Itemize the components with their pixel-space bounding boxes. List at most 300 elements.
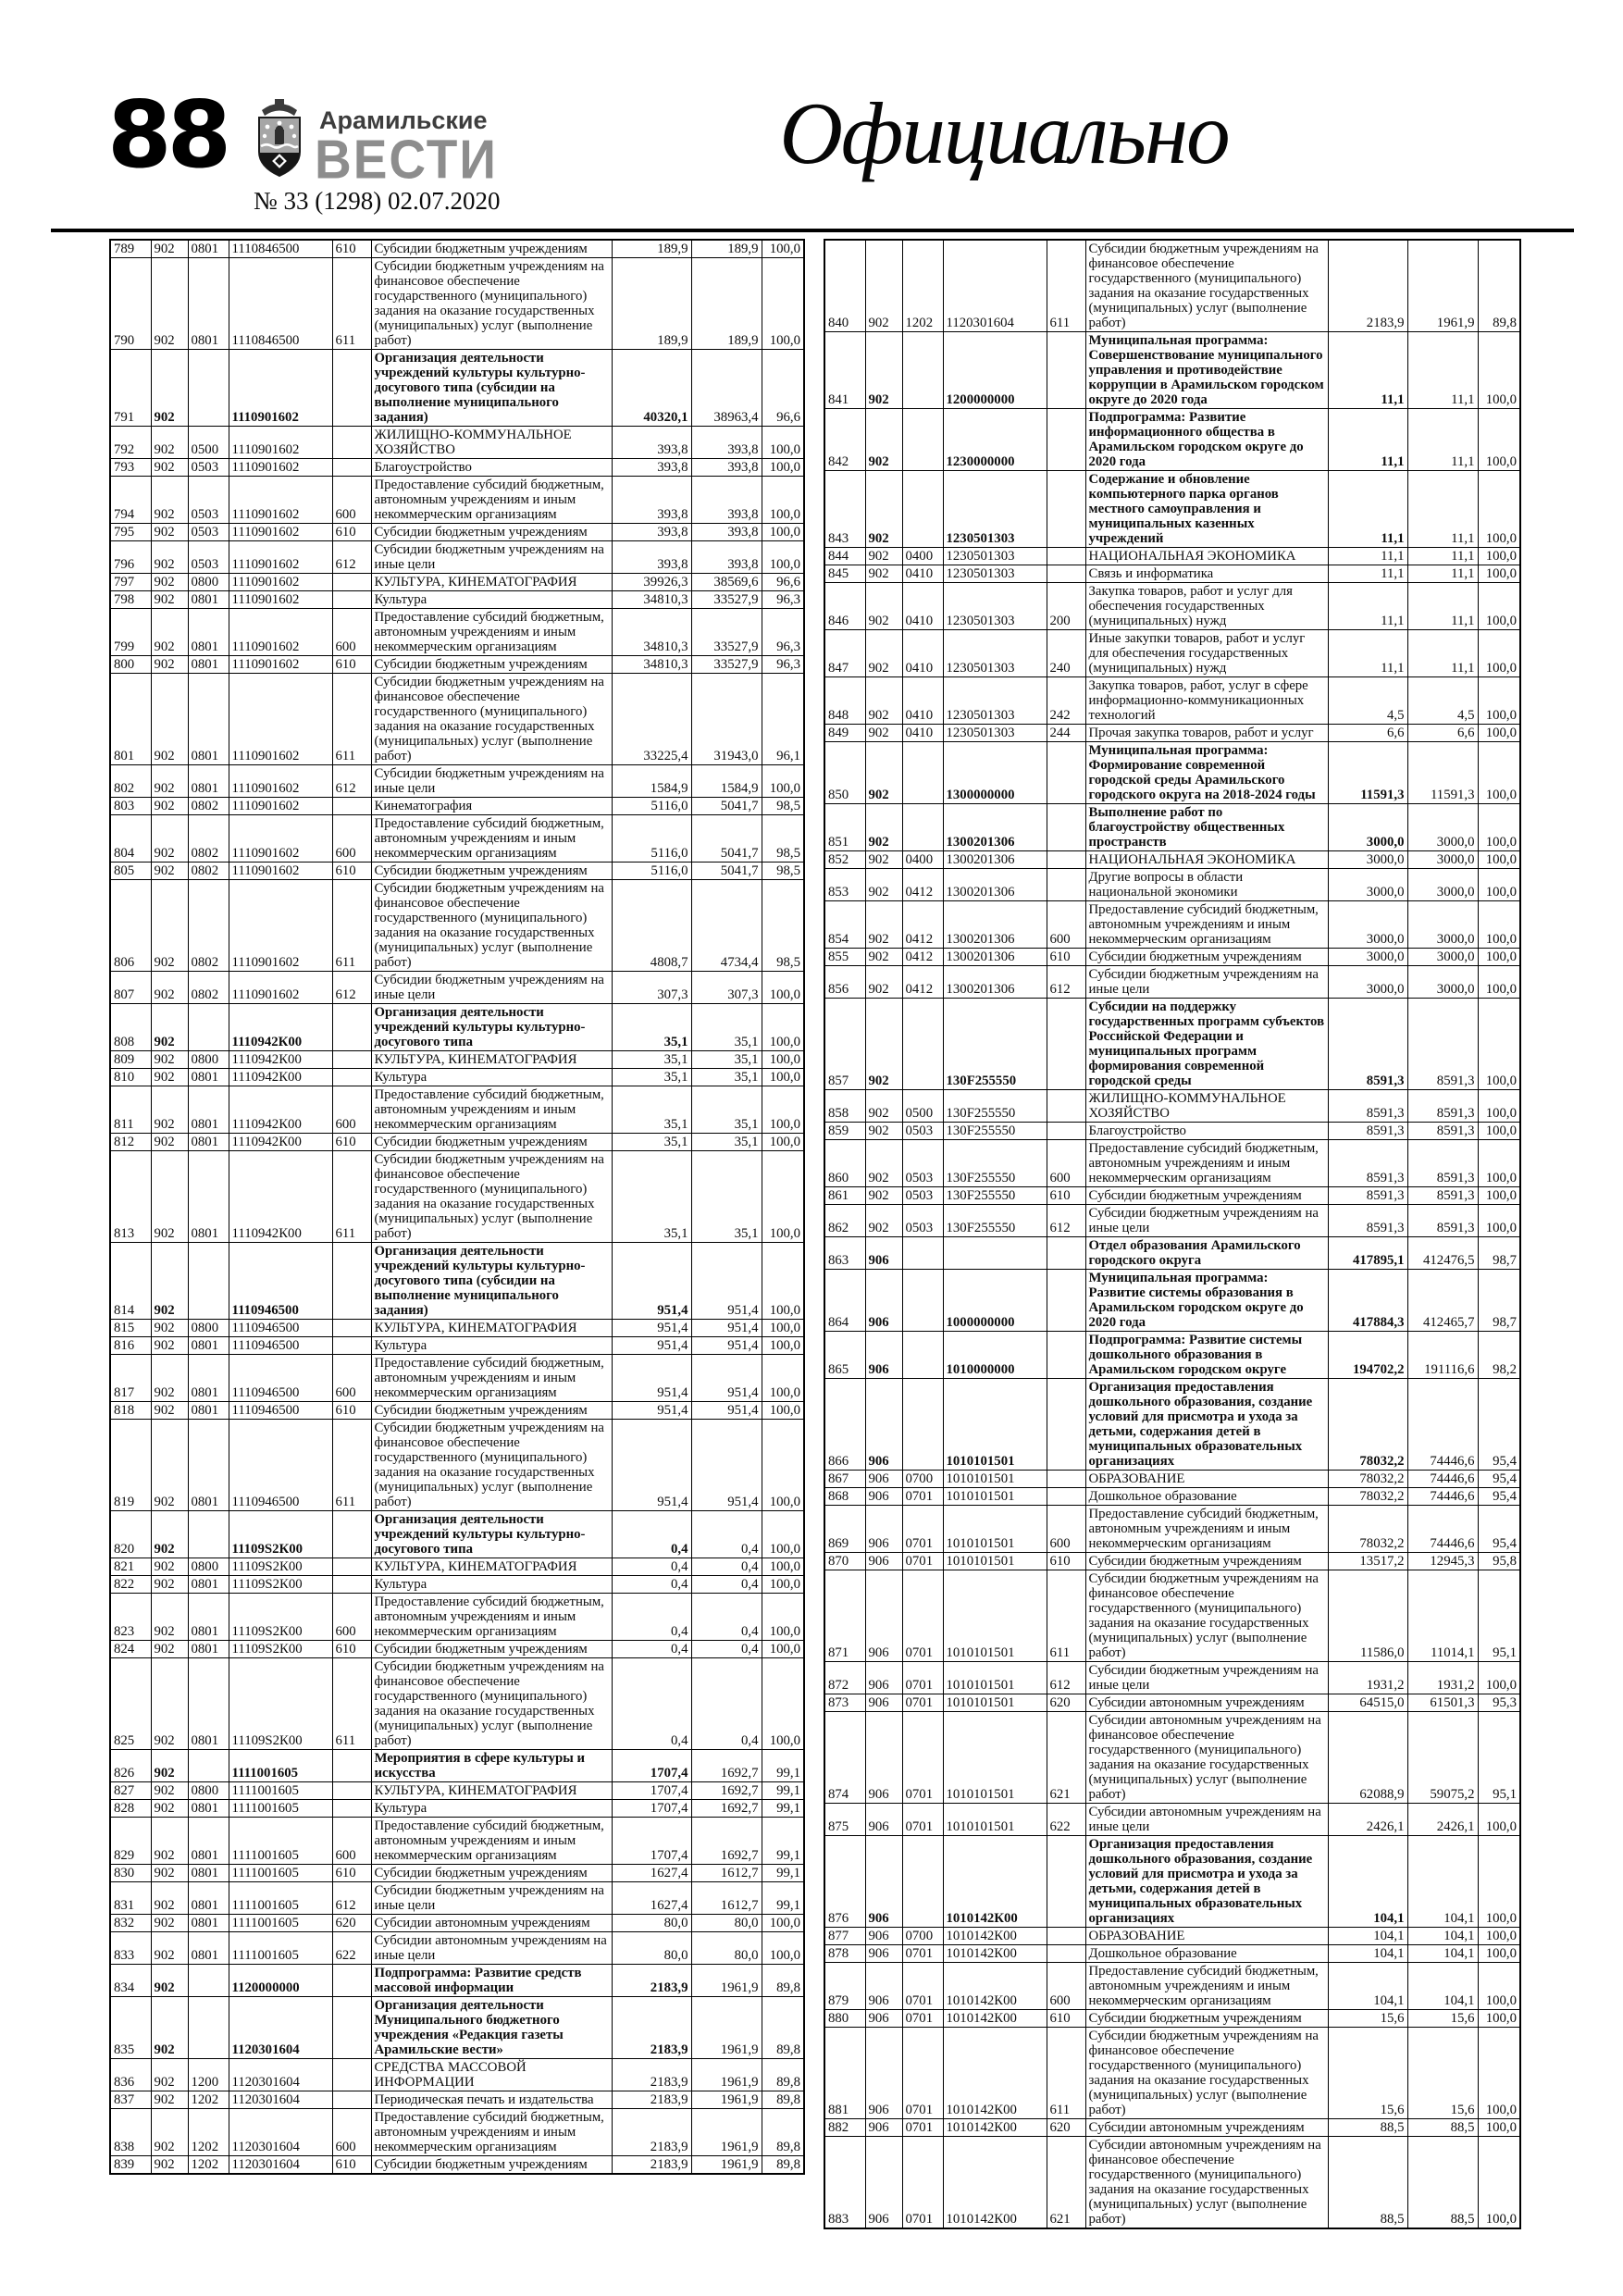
vid-raskhodov-cell: 610 [1047, 2010, 1085, 2028]
table-row [110, 1658, 804, 1750]
line-number-cell: 801 [110, 674, 151, 765]
executed-amount-cell: 8591,3 [1407, 1187, 1478, 1205]
name-cell: Субсидии бюджетным учреждениям на финансовое обеспечение государственного (муниципального) задания на оказание государственных (муниципальных) услуг (выполнение работ) [1085, 2028, 1328, 2119]
razdel-cell: 0801 [188, 1658, 229, 1750]
plan-amount-cell: 11,1 [1328, 583, 1407, 630]
percent-cell: 95,4 [1478, 1379, 1520, 1471]
percent-cell: 100,0 [1478, 1662, 1520, 1694]
plan-amount-cell: 2183,9 [1328, 240, 1407, 332]
name-cell: Субсидии бюджетным учреждениям на финансовое обеспечение государственного (муниципального) задания на оказание государственных (муниципальных) услуг (выполнение работ) [371, 1151, 612, 1243]
vedomstvo-cell: 906 [865, 1379, 902, 1471]
executed-amount-cell: 6,6 [1407, 725, 1478, 742]
target-article-cell: 1110901602 [229, 674, 332, 765]
executed-amount-cell: 3000,0 [1407, 901, 1478, 949]
target-article-cell: 1010142К00 [943, 1963, 1047, 2010]
razdel-cell: 0503 [902, 1187, 943, 1205]
razdel-cell: 0701 [902, 1506, 943, 1553]
table-row [824, 949, 1520, 966]
target-article-cell: 1010101501 [943, 1662, 1047, 1694]
table-row [110, 815, 804, 863]
name-cell: КУЛЬТУРА, КИНЕМАТОГРАФИЯ [371, 1558, 612, 1576]
target-article-cell: 1110901602 [229, 609, 332, 656]
razdel-cell [188, 1511, 229, 1558]
plan-amount-cell: 0,4 [612, 1558, 691, 1576]
line-number-cell: 869 [824, 1506, 865, 1553]
percent-cell: 100,0 [1478, 2010, 1520, 2028]
executed-amount-cell: 1961,9 [691, 2091, 762, 2109]
percent-cell: 100,0 [762, 477, 804, 524]
name-cell: Субсидии бюджетным учреждениям [1085, 1187, 1328, 1205]
table-row [110, 1402, 804, 1420]
plan-amount-cell: 3000,0 [1328, 966, 1407, 999]
vedomstvo-cell: 902 [151, 609, 188, 656]
line-number-cell: 878 [824, 1945, 865, 1963]
line-number-cell: 824 [110, 1641, 151, 1658]
vedomstvo-cell: 902 [151, 1402, 188, 1420]
percent-cell: 89,8 [762, 2109, 804, 2156]
razdel-cell: 0410 [902, 583, 943, 630]
vedomstvo-cell: 906 [865, 2137, 902, 2229]
name-cell: Предоставление субсидий бюджетным, автономным учреждениям и иным некоммерческим организациям [371, 1818, 612, 1865]
executed-amount-cell: 74446,6 [1407, 1488, 1478, 1506]
vedomstvo-cell: 902 [865, 332, 902, 409]
table-row [110, 674, 804, 765]
vid-raskhodov-cell: 612 [1047, 966, 1085, 999]
vedomstvo-cell: 906 [865, 1488, 902, 1506]
target-article-cell: 1010101501 [943, 1694, 1047, 1712]
plan-amount-cell: 8591,3 [1328, 1123, 1407, 1140]
vedomstvo-cell: 902 [865, 949, 902, 966]
vedomstvo-cell: 906 [865, 1928, 902, 1945]
executed-amount-cell: 1612,7 [691, 1882, 762, 1915]
table-row [110, 1320, 804, 1337]
name-cell: Подпрограмма: Развитие средств массовой информации [371, 1965, 612, 1997]
plan-amount-cell: 5116,0 [612, 798, 691, 815]
razdel-cell [188, 350, 229, 427]
line-number-cell: 852 [824, 851, 865, 869]
name-cell: Выполнение работ по благоустройству общественных пространств [1085, 804, 1328, 851]
executed-amount-cell: 3000,0 [1407, 966, 1478, 999]
target-article-cell: 1111001605 [229, 1782, 332, 1800]
vid-raskhodov-cell: 622 [1047, 1804, 1085, 1836]
target-article-cell: 1010000000 [943, 1332, 1047, 1379]
vedomstvo-cell: 902 [151, 477, 188, 524]
line-number-cell: 829 [110, 1818, 151, 1865]
plan-amount-cell: 33225,4 [612, 674, 691, 765]
name-cell: Субсидии автономным учреждениям на иные цели [371, 1932, 612, 1965]
razdel-cell: 0800 [188, 1782, 229, 1800]
vedomstvo-cell: 902 [151, 815, 188, 863]
line-number-cell: 820 [110, 1511, 151, 1558]
percent-cell: 100,0 [1478, 966, 1520, 999]
line-number-cell: 802 [110, 765, 151, 798]
executed-amount-cell: 11,1 [1407, 565, 1478, 583]
executed-amount-cell: 11,1 [1407, 548, 1478, 565]
name-cell: Предоставление субсидий бюджетным, автономным учреждениям и иным некоммерческим организациям [371, 815, 612, 863]
plan-amount-cell: 11,1 [1328, 565, 1407, 583]
name-cell: Дошкольное образование [1085, 1945, 1328, 1963]
table-row [110, 477, 804, 524]
plan-amount-cell: 8591,3 [1328, 1140, 1407, 1187]
percent-cell: 100,0 [762, 1337, 804, 1355]
plan-amount-cell: 3000,0 [1328, 851, 1407, 869]
target-article-cell: 1110946500 [229, 1337, 332, 1355]
table-row [824, 1945, 1520, 1963]
plan-amount-cell: 8591,3 [1328, 999, 1407, 1090]
vid-raskhodov-cell: 200 [1047, 583, 1085, 630]
table-row [110, 2091, 804, 2109]
vid-raskhodov-cell [1047, 869, 1085, 901]
table-row [824, 2010, 1520, 2028]
vid-raskhodov-cell: 610 [1047, 1187, 1085, 1205]
vid-raskhodov-cell: 611 [1047, 2028, 1085, 2119]
program-total-row [824, 471, 1520, 548]
razdel-cell: 0701 [902, 1712, 943, 1804]
vedomstvo-cell: 902 [865, 1090, 902, 1123]
table-row [110, 1882, 804, 1915]
plan-amount-cell: 8591,3 [1328, 1090, 1407, 1123]
target-article-cell: 1120301604 [229, 2156, 332, 2175]
line-number-cell: 839 [110, 2156, 151, 2175]
razdel-cell: 0701 [902, 1553, 943, 1570]
name-cell: Предоставление субсидий бюджетным, автономным учреждениям и иным некоммерческим организациям [1085, 1140, 1328, 1187]
program-total-row [824, 742, 1520, 804]
line-number-cell: 883 [824, 2137, 865, 2229]
table-row [824, 1553, 1520, 1570]
percent-cell: 100,0 [762, 1134, 804, 1151]
percent-cell: 99,1 [762, 1750, 804, 1782]
table-row [824, 548, 1520, 565]
target-article-cell: 130F255550 [943, 1187, 1047, 1205]
line-number-cell: 876 [824, 1836, 865, 1928]
table-row [110, 240, 804, 258]
table-row [824, 1804, 1520, 1836]
razdel-cell [902, 1237, 943, 1270]
plan-amount-cell: 2183,9 [612, 2091, 691, 2109]
name-cell: СРЕДСТВА МАССОВОЙ ИНФОРМАЦИИ [371, 2059, 612, 2091]
executed-amount-cell: 11014,1 [1407, 1570, 1478, 1662]
name-cell: Субсидии бюджетным учреждениям на иные цели [1085, 1662, 1328, 1694]
name-cell: Субсидии бюджетным учреждениям на иные цели [1085, 1205, 1328, 1237]
vedomstvo-cell: 902 [865, 725, 902, 742]
percent-cell: 100,0 [762, 972, 804, 1004]
target-article-cell: 1230501303 [943, 548, 1047, 565]
percent-cell: 100,0 [762, 1915, 804, 1932]
target-article-cell: 1010142К00 [943, 2010, 1047, 2028]
percent-cell: 100,0 [762, 1594, 804, 1641]
vid-raskhodov-cell: 610 [332, 240, 371, 258]
target-article-cell: 1010142К00 [943, 1928, 1047, 1945]
vedomstvo-cell: 902 [151, 1243, 188, 1320]
table-row [824, 1570, 1520, 1662]
plan-amount-cell: 1707,4 [612, 1800, 691, 1818]
name-cell: Муниципальная программа: Совершенствование муниципального управления и противодействие коррупции в Арамильском городском округе до 2020 года [1085, 332, 1328, 409]
vid-raskhodov-cell: 610 [332, 656, 371, 674]
percent-cell: 100,0 [1478, 1963, 1520, 2010]
plan-amount-cell: 104,1 [1328, 1945, 1407, 1963]
table-row [824, 565, 1520, 583]
percent-cell: 98,7 [1478, 1237, 1520, 1270]
executed-amount-cell: 104,1 [1407, 1945, 1478, 1963]
vedomstvo-cell: 902 [151, 2059, 188, 2091]
executed-amount-cell: 35,1 [691, 1134, 762, 1151]
name-cell: Субсидии бюджетным учреждениям на иные цели [371, 765, 612, 798]
executed-amount-cell: 393,8 [691, 427, 762, 459]
table-row [110, 2156, 804, 2175]
plan-amount-cell: 11586,0 [1328, 1570, 1407, 1662]
percent-cell: 100,0 [1478, 1205, 1520, 1237]
name-cell: Субсидии бюджетным учреждениям [1085, 1553, 1328, 1570]
target-article-cell: 1111001605 [229, 1932, 332, 1965]
plan-amount-cell: 35,1 [612, 1004, 691, 1051]
program-total-row [110, 1750, 804, 1782]
line-number-cell: 794 [110, 477, 151, 524]
razdel-cell: 0503 [902, 1123, 943, 1140]
line-number-cell: 819 [110, 1420, 151, 1511]
plan-amount-cell: 0,4 [612, 1594, 691, 1641]
line-number-cell: 798 [110, 591, 151, 609]
target-article-cell: 1111001605 [229, 1915, 332, 1932]
name-cell: Субсидии бюджетным учреждениям [371, 656, 612, 674]
table-row [824, 1694, 1520, 1712]
plan-amount-cell: 951,4 [612, 1320, 691, 1337]
razdel-cell: 0700 [902, 1928, 943, 1945]
vid-raskhodov-cell [1047, 1123, 1085, 1140]
table-row [824, 901, 1520, 949]
table-row [110, 1069, 804, 1086]
city-crest-icon [255, 98, 304, 180]
vid-raskhodov-cell: 620 [1047, 1694, 1085, 1712]
vedomstvo-cell: 902 [151, 972, 188, 1004]
plan-amount-cell: 2183,9 [612, 2109, 691, 2156]
plan-amount-cell: 64515,0 [1328, 1694, 1407, 1712]
table-row [110, 798, 804, 815]
percent-cell: 99,1 [762, 1882, 804, 1915]
vedomstvo-cell: 906 [865, 2028, 902, 2119]
percent-cell: 100,0 [762, 258, 804, 350]
program-total-row [110, 1243, 804, 1320]
plan-amount-cell: 11,1 [1328, 332, 1407, 409]
razdel-cell: 0500 [188, 427, 229, 459]
executed-amount-cell: 5041,7 [691, 798, 762, 815]
razdel-cell [902, 332, 943, 409]
razdel-cell: 0701 [902, 1804, 943, 1836]
line-number-cell: 821 [110, 1558, 151, 1576]
table-row [110, 1800, 804, 1818]
plan-amount-cell: 104,1 [1328, 1963, 1407, 2010]
table-row [824, 2137, 1520, 2229]
plan-amount-cell: 951,4 [612, 1355, 691, 1402]
razdel-cell: 0800 [188, 1320, 229, 1337]
razdel-cell: 0801 [188, 1915, 229, 1932]
razdel-cell: 0503 [188, 477, 229, 524]
vedomstvo-cell: 906 [865, 1332, 902, 1379]
line-number-cell: 797 [110, 574, 151, 591]
name-cell: Организация деятельности учреждений культуры культурно-досугового типа (субсидии на выполнение муниципального задания) [371, 1243, 612, 1320]
vedomstvo-cell: 906 [865, 1471, 902, 1488]
line-number-cell: 807 [110, 972, 151, 1004]
percent-cell: 100,0 [1478, 949, 1520, 966]
razdel-cell: 0410 [902, 630, 943, 677]
razdel-cell [902, 409, 943, 471]
plan-amount-cell: 2426,1 [1328, 1804, 1407, 1836]
plan-amount-cell: 951,4 [612, 1402, 691, 1420]
plan-amount-cell: 1707,4 [612, 1750, 691, 1782]
target-article-cell: 130F255550 [943, 1090, 1047, 1123]
name-cell: ЖИЛИЩНО-КОММУНАЛЬНОЕ ХОЗЯЙСТВО [371, 427, 612, 459]
vid-raskhodov-cell [332, 1243, 371, 1320]
name-cell: Кинематография [371, 798, 612, 815]
plan-amount-cell: 3000,0 [1328, 901, 1407, 949]
name-cell: ОБРАЗОВАНИЕ [1085, 1928, 1328, 1945]
name-cell: Субсидии бюджетным учреждениям на финансовое обеспечение государственного (муниципального) задания на оказание государственных (муниципальных) услуг (выполнение работ) [1085, 240, 1328, 332]
vedomstvo-cell: 902 [151, 1151, 188, 1243]
name-cell: Субсидии бюджетным учреждениям на иные цели [371, 541, 612, 574]
table-row [110, 1932, 804, 1965]
razdel-cell: 0412 [902, 901, 943, 949]
razdel-cell: 1200 [188, 2059, 229, 2091]
line-number-cell: 858 [824, 1090, 865, 1123]
line-number-cell: 789 [110, 240, 151, 258]
name-cell: Предоставление субсидий бюджетным, автономным учреждениям и иным некоммерческим организациям [371, 1086, 612, 1134]
name-cell: Предоставление субсидий бюджетным, автономным учреждениям и иным некоммерческим организациям [371, 477, 612, 524]
vedomstvo-cell: 902 [865, 471, 902, 548]
plan-amount-cell: 11,1 [1328, 409, 1407, 471]
plan-amount-cell: 1584,9 [612, 765, 691, 798]
target-article-cell: 11109S2К00 [229, 1558, 332, 1576]
executed-amount-cell: 104,1 [1407, 1928, 1478, 1945]
executed-amount-cell: 1612,7 [691, 1865, 762, 1882]
program-total-row [824, 1379, 1520, 1471]
line-number-cell: 792 [110, 427, 151, 459]
plan-amount-cell: 8591,3 [1328, 1205, 1407, 1237]
line-number-cell: 828 [110, 1800, 151, 1818]
percent-cell: 89,8 [762, 1997, 804, 2059]
target-article-cell: 1110946500 [229, 1355, 332, 1402]
percent-cell: 100,0 [762, 1511, 804, 1558]
razdel-cell: 0801 [188, 609, 229, 656]
executed-amount-cell: 104,1 [1407, 1963, 1478, 2010]
percent-cell: 100,0 [1478, 2028, 1520, 2119]
line-number-cell: 816 [110, 1337, 151, 1355]
vid-raskhodov-cell: 611 [332, 1151, 371, 1243]
vid-raskhodov-cell [1047, 471, 1085, 548]
executed-amount-cell: 393,8 [691, 459, 762, 477]
executed-amount-cell: 393,8 [691, 477, 762, 524]
line-number-cell: 810 [110, 1069, 151, 1086]
table-row [110, 1355, 804, 1402]
executed-amount-cell: 88,5 [1407, 2137, 1478, 2229]
razdel-cell: 0700 [902, 1471, 943, 1488]
target-article-cell: 1010101501 [943, 1488, 1047, 1506]
vid-raskhodov-cell: 611 [332, 258, 371, 350]
plan-amount-cell: 80,0 [612, 1915, 691, 1932]
plan-amount-cell: 39926,3 [612, 574, 691, 591]
percent-cell: 100,0 [762, 765, 804, 798]
target-article-cell: 1111001605 [229, 1800, 332, 1818]
percent-cell: 95,4 [1478, 1471, 1520, 1488]
table-row [110, 1641, 804, 1658]
percent-cell: 98,5 [762, 815, 804, 863]
razdel-cell: 0801 [188, 1355, 229, 1402]
vid-raskhodov-cell [332, 591, 371, 609]
line-number-cell: 805 [110, 863, 151, 880]
line-number-cell: 874 [824, 1712, 865, 1804]
executed-amount-cell: 3000,0 [1407, 804, 1478, 851]
percent-cell: 100,0 [1478, 901, 1520, 949]
table-row [824, 966, 1520, 999]
vedomstvo-cell: 902 [151, 240, 188, 258]
line-number-cell: 845 [824, 565, 865, 583]
program-total-row [824, 1237, 1520, 1270]
table-row [110, 2109, 804, 2156]
vid-raskhodov-cell [332, 1782, 371, 1800]
razdel-cell [902, 471, 943, 548]
executed-amount-cell: 1961,9 [691, 2059, 762, 2091]
target-article-cell: 1110901602 [229, 591, 332, 609]
target-article-cell: 1120301604 [229, 2091, 332, 2109]
razdel-cell: 0801 [188, 1086, 229, 1134]
plan-amount-cell: 6,6 [1328, 725, 1407, 742]
plan-amount-cell: 40320,1 [612, 350, 691, 427]
vedomstvo-cell: 902 [865, 1123, 902, 1140]
razdel-cell: 0701 [902, 2010, 943, 2028]
name-cell: Организация предоставления дошкольного образования, создание условий для присмотра и ухода за детьми, содержания детей в муниципальных образовательных организациях [1085, 1836, 1328, 1928]
vid-raskhodov-cell: 610 [1047, 1553, 1085, 1570]
executed-amount-cell: 412465,7 [1407, 1270, 1478, 1332]
vid-raskhodov-cell [332, 1069, 371, 1086]
target-article-cell: 1010101501 [943, 1553, 1047, 1570]
plan-amount-cell: 62088,9 [1328, 1712, 1407, 1804]
percent-cell: 100,0 [762, 1320, 804, 1337]
vedomstvo-cell: 902 [151, 2109, 188, 2156]
executed-amount-cell: 11,1 [1407, 332, 1478, 409]
percent-cell: 99,1 [762, 1865, 804, 1882]
name-cell: Субсидии бюджетным учреждениям на финансовое обеспечение государственного (муниципального) задания на оказание государственных (муниципальных) услуг (выполнение работ) [1085, 1570, 1328, 1662]
target-article-cell: 1110942К00 [229, 1051, 332, 1069]
vedomstvo-cell: 902 [151, 1932, 188, 1965]
name-cell: Предоставление субсидий бюджетным, автономным учреждениям и иным некоммерческим организациям [371, 609, 612, 656]
vid-raskhodov-cell: 620 [1047, 2119, 1085, 2137]
percent-cell: 100,0 [762, 1402, 804, 1420]
name-cell: Культура [371, 591, 612, 609]
target-article-cell: 1230501303 [943, 565, 1047, 583]
executed-amount-cell: 951,4 [691, 1355, 762, 1402]
executed-amount-cell: 1961,9 [691, 2109, 762, 2156]
executed-amount-cell: 35,1 [691, 1151, 762, 1243]
plan-amount-cell: 0,4 [612, 1576, 691, 1594]
vedomstvo-cell: 902 [151, 1069, 188, 1086]
target-article-cell: 1110846500 [229, 240, 332, 258]
target-article-cell: 1110901602 [229, 656, 332, 674]
percent-cell: 96,6 [762, 350, 804, 427]
vedomstvo-cell: 902 [151, 2091, 188, 2109]
razdel-cell: 0802 [188, 880, 229, 972]
executed-amount-cell: 1692,7 [691, 1750, 762, 1782]
vid-raskhodov-cell [1047, 1270, 1085, 1332]
razdel-cell: 0503 [902, 1140, 943, 1187]
plan-amount-cell: 1707,4 [612, 1818, 691, 1865]
line-number-cell: 865 [824, 1332, 865, 1379]
vid-raskhodov-cell [332, 350, 371, 427]
target-article-cell: 1110901602 [229, 350, 332, 427]
razdel-cell: 0701 [902, 1570, 943, 1662]
plan-amount-cell: 80,0 [612, 1932, 691, 1965]
target-article-cell: 1120301604 [943, 240, 1047, 332]
plan-amount-cell: 11,1 [1328, 471, 1407, 548]
line-number-cell: 826 [110, 1750, 151, 1782]
vid-raskhodov-cell [1047, 1090, 1085, 1123]
